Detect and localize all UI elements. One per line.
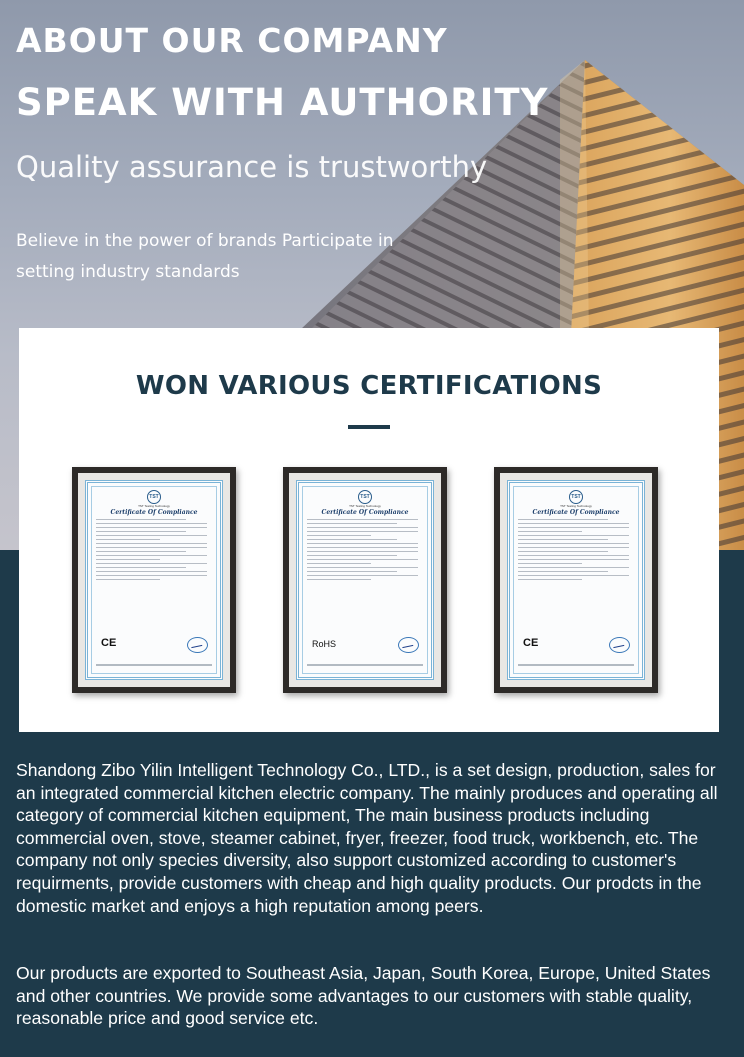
- certificate-issuer: TST Testing Technology: [349, 504, 381, 508]
- certificate-heading: Certificate Of Compliance: [321, 509, 409, 516]
- certificate-frame-ce-1: [72, 467, 236, 693]
- tst-logo-icon: TST: [358, 490, 372, 504]
- hero-title-line2: SPEAK WITH AUTHORITY: [16, 81, 549, 124]
- certificate-document: [85, 480, 223, 680]
- certificate-heading: Certificate Of Compliance: [110, 509, 198, 516]
- signature-seal-icon: [398, 637, 419, 653]
- certificate-body-text: [307, 519, 423, 617]
- certifications-card: [19, 328, 719, 732]
- certificate-frame-rohs: [283, 467, 447, 693]
- signature-seal-icon: [609, 637, 630, 653]
- ce-mark: CE: [101, 637, 117, 649]
- certificate-body-text: [518, 519, 634, 617]
- ce-mark: CE: [523, 637, 539, 649]
- certificate-footer: [518, 664, 634, 666]
- hero-title-line1: ABOUT OUR COMPANY: [16, 21, 448, 60]
- certificate-heading: Certificate Of Compliance: [532, 509, 620, 516]
- certificate-footer: [96, 664, 212, 666]
- hero-subtitle: Quality assurance is trustworthy: [16, 150, 488, 184]
- certificate-issuer: TST Testing Technology: [560, 504, 592, 508]
- certificate-document: [296, 480, 434, 680]
- certifications-heading: WON VARIOUS CERTIFICATIONS: [135, 371, 603, 401]
- certificate-body-text: [96, 519, 212, 617]
- certificate-frame-ce-2: [494, 467, 658, 693]
- certificate-issuer: TST Testing Technology: [138, 504, 170, 508]
- certificate-footer: [307, 664, 423, 666]
- about-paragraph-2: Our products are exported to Southeast Asia, Japan, South Korea, Europe, United States and other countries. We provide some advantages to our customers with stable quality, reasonable price and good service etc.: [16, 963, 711, 1029]
- tst-logo-icon: TST: [147, 490, 161, 504]
- tst-logo-icon: TST: [569, 490, 583, 504]
- heading-divider: [348, 425, 390, 429]
- rohs-mark: RoHS: [312, 639, 337, 649]
- certificate-document: [507, 480, 645, 680]
- about-paragraph-1: Shandong Zibo Yilin Intelligent Technology Co., LTD., is a set design, production, sales for an integrated commercial kitchen electric company. The mainly produces and operating all category of commercial kitchen equipment, The main business products including commercial oven, stove, steamer cabinet, fryer, freezer, food truck, workbench, etc. The company not only species diversity, also support customized according to customer's requirments, provide customers with cheap and high quality products. Our prodcts in the domestic market and enjoys a high reputation among peers.: [16, 760, 718, 916]
- hero-tagline: Believe in the power of brands Participate in setting industry standards: [16, 231, 394, 282]
- signature-seal-icon: [187, 637, 208, 653]
